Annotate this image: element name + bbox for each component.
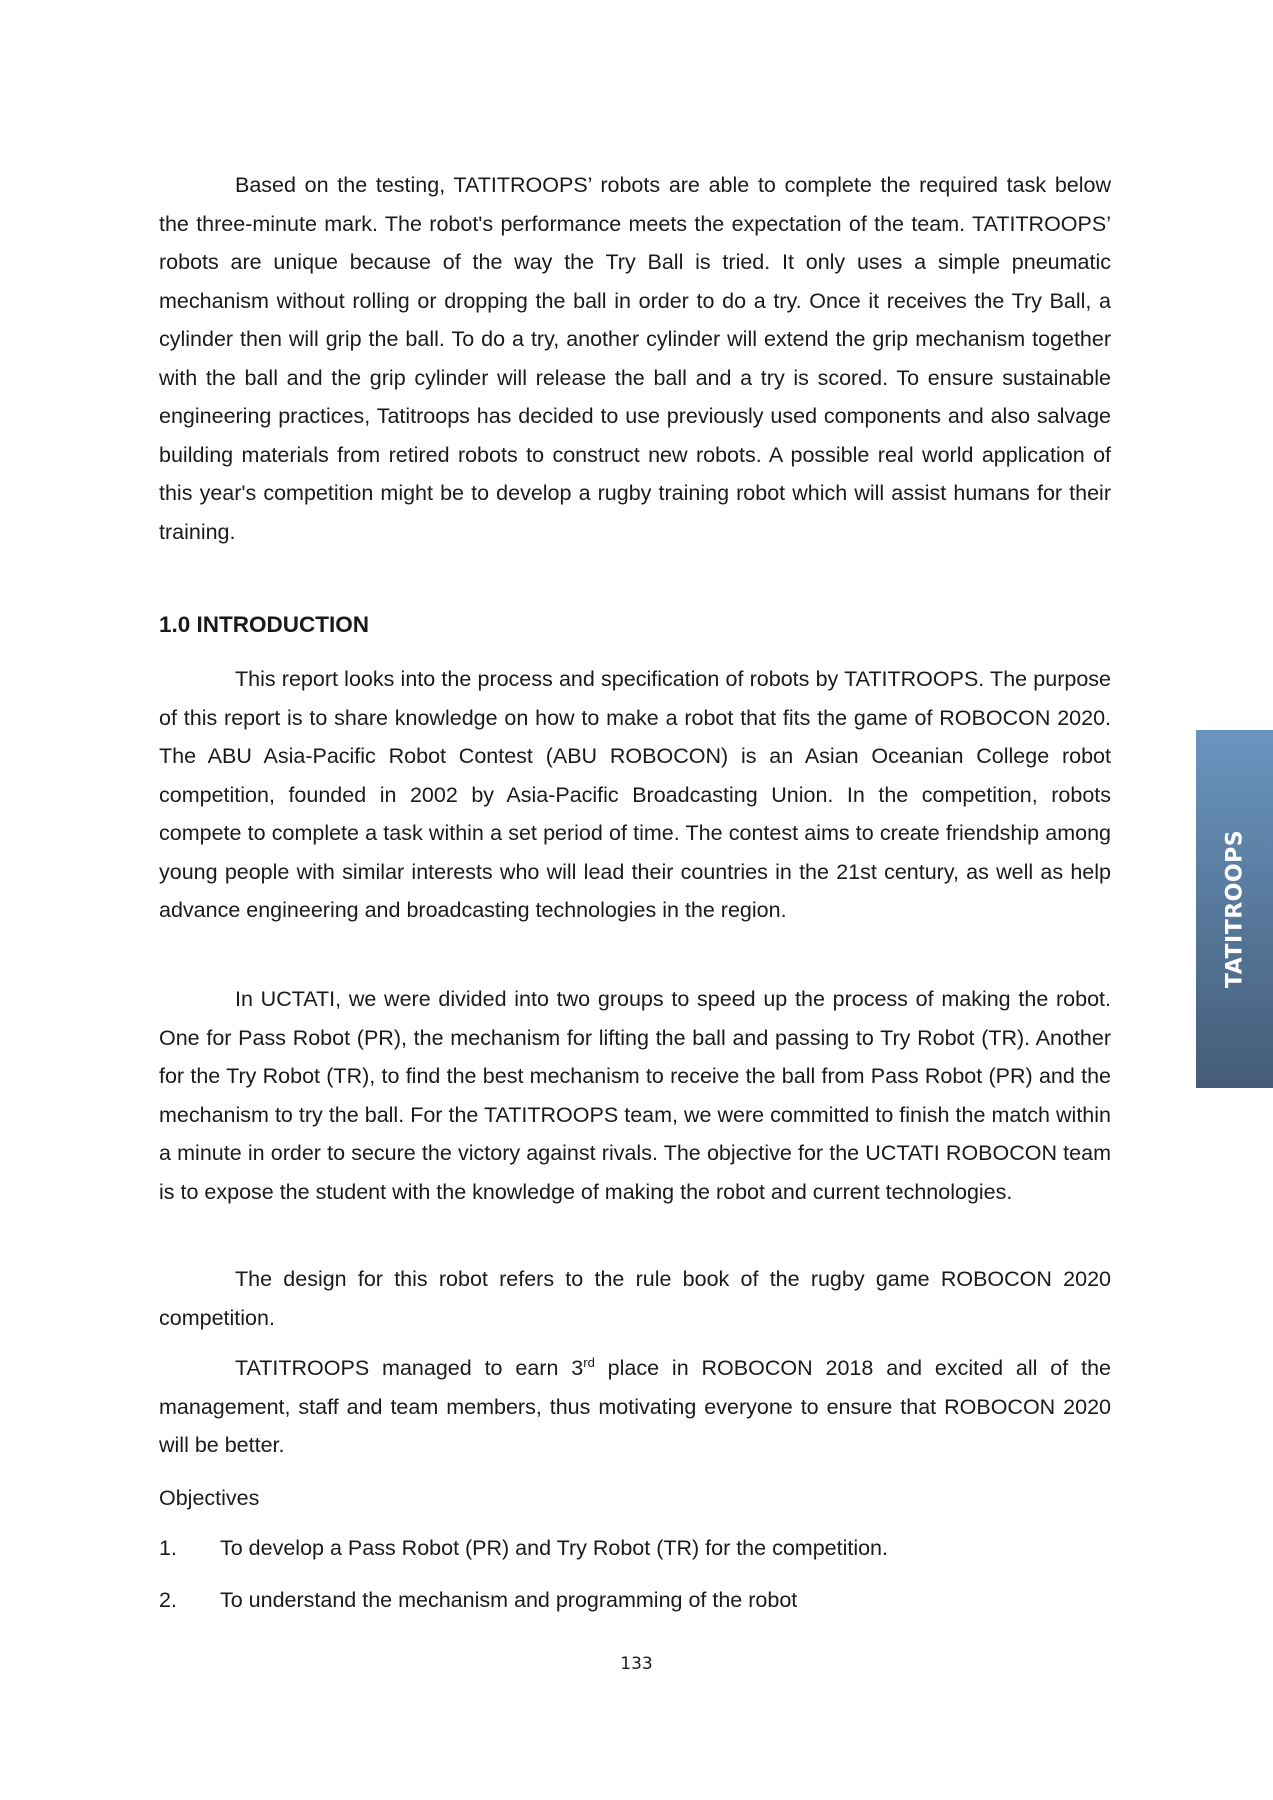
paragraph-intro: This report looks into the process and specification of robots by TATITROOPS. The purpose of this report is to share knowledge on how to make a robot that fits the game of ROBOCON 2020. The ABU Asia-Pacific Robot Contest (ABU ROBOCON) is an Asian Oceanian College robot competition, founded in 2002 by Asia-Pacific Broadcasting Union. In the competition, robots compete to complete a task within a set period of time. The contest aims to create friendship among young people with similar interests who will lead their countries in the 21st century, as well as help advance engineering and broadcasting technologies in the region. [159, 667, 1111, 922]
paragraph-design: The design for this robot refers to the rule book of the rugby game ROBOCON 2020 competition. [159, 1267, 1111, 1330]
objectives-label: Objectives [159, 1486, 260, 1510]
side-tab [1196, 730, 1273, 1088]
achievement-text-b: place in ROBOCON 2018 and excited all of the management, staff and team members, thus motivating everyone to ensure that ROBOCON 2020 will be better. [159, 1356, 1111, 1457]
objective-number: 1. [159, 1536, 177, 1560]
superscript-rd: rd [583, 1354, 595, 1370]
paragraph-summary: Based on the testing, TATITROOPS’ robots are able to complete the required task below the three-minute mark. The robot's performance meets the expectation of the team. TATITROOPS’ robots are unique because of the way the Try Ball is tried. It only uses a simple pneumatic mechanism without rolling or dropping the ball in order to do a try. Once it receives the Try Ball, a cylinder then will grip the ball. To do a try, another cylinder will extend the grip mechanism together with the ball and the grip cylinder will release the ball and a try is scored. To ensure sustainable engineering practices, Tatitroops has decided to use previously used components and also salvage building materials from retired robots to construct new robots. A possible real world application of this year's competition might be to develop a rugby training robot which will assist humans for their training. [159, 173, 1111, 544]
objective-item [159, 1581, 1111, 1620]
paragraph-achievement [159, 1349, 1111, 1465]
achievement-text-a: TATITROOPS managed to earn 3 [235, 1356, 584, 1380]
objective-text: To develop a Pass Robot (PR) and Try Robot (TR) for the competition. [220, 1536, 888, 1560]
page-number: 133 [620, 1654, 653, 1674]
side-tab-label: TATITROOPS [1222, 829, 1247, 989]
objective-number: 2. [159, 1588, 177, 1612]
paragraph-groups: In UCTATI, we were divided into two groups to speed up the process of making the robot. One for Pass Robot (PR), the mechanism for lifting the ball and passing to Try Robot (TR). Another for the Try Robot (TR), to find the best mechanism to receive the ball from Pass Robot (PR) and the mechanism to try the ball. For the TATITROOPS team, we were committed to finish the match within a minute in order to secure the victory against rivals. The objective for the UCTATI ROBOCON team is to expose the student with the knowledge of making the robot and current technologies. [159, 987, 1111, 1204]
section-heading [159, 606, 1111, 645]
heading-introduction: 1.0 INTRODUCTION [159, 612, 370, 637]
objective-text: To understand the mechanism and programming of the robot [220, 1588, 798, 1612]
objective-item [159, 1529, 1111, 1568]
